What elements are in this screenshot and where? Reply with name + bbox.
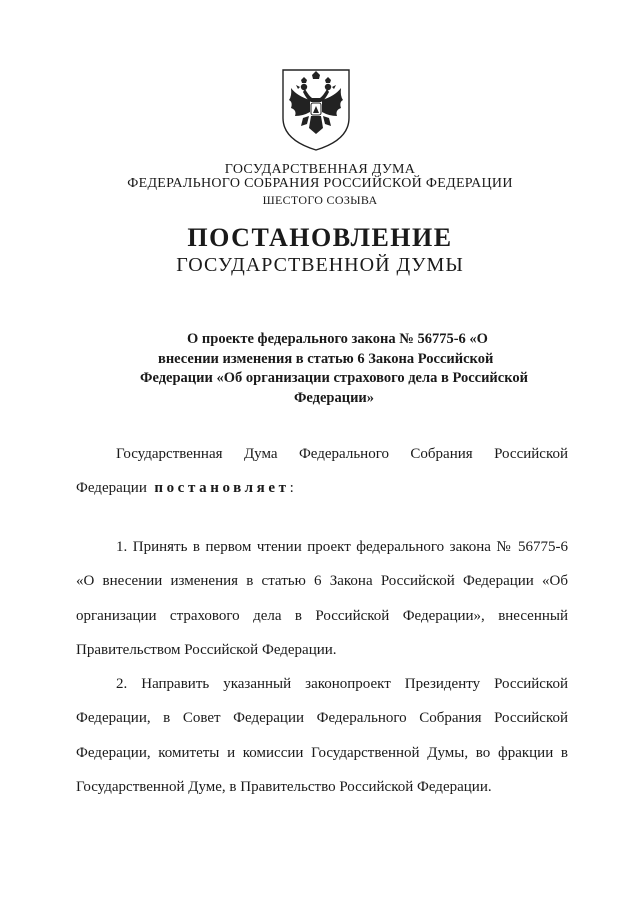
preamble-word: Собрания: [410, 446, 473, 462]
preamble-line: [76, 471, 568, 505]
preamble-word: Российской: [494, 446, 569, 462]
subject-line: О проекте федерального закона № 56775-6 «О: [187, 331, 488, 347]
document-subject: [140, 330, 528, 408]
preamble-line: [76, 437, 568, 471]
item-line: Федерации, в Совет Федерации Федерального Собрания Российской: [76, 710, 568, 727]
preamble-word: Федерального: [298, 446, 389, 462]
preamble-paragraph: [76, 437, 568, 506]
preamble-line-start: Федерации: [76, 480, 147, 497]
subject-line: Федерации «Об организации страхового дела в Российской: [140, 370, 528, 386]
item-line: Федерации, комитеты и комиссии Государственной Думы, во фракции в: [76, 744, 568, 761]
resolution-item: [76, 530, 568, 667]
item-line: Правительством Российской Федерации.: [76, 641, 337, 658]
document-issuer: ГОСУДАРСТВЕННОЙ ДУМЫ: [176, 254, 464, 276]
item-line: «О внесении изменения в статью 6 Закона Российской Федерации «Об: [76, 573, 568, 590]
preamble-word: Дума: [243, 446, 278, 462]
item-line: 1. Принять в первом чтении проект федерального закона № 56775-6: [116, 539, 568, 555]
item-line: 2. Направить указанный законопроект Президенту Российской: [116, 676, 568, 692]
decree-colon: :: [289, 480, 294, 497]
document-type-title: ПОСТАНОВЛЕНИЕ: [187, 223, 453, 252]
decree-word: постановляет: [154, 480, 290, 497]
resolution-item: [76, 667, 568, 804]
item-line: организации страхового дела в Российской Федерации», внесенный: [76, 607, 568, 624]
subject-line: Федерации»: [293, 389, 375, 406]
russian-double-headed-eagle-coat-of-arms-icon: [279, 66, 353, 152]
organization-name: ГОСУДАРСТВЕННАЯ ДУМА: [224, 162, 416, 177]
subject-line: внесении изменения в статью 6 Закона Российской: [158, 350, 494, 367]
organization-name-full: ФЕДЕРАЛЬНОГО СОБРАНИЯ РОССИЙСКОЙ ФЕДЕРАЦИИ: [127, 176, 513, 191]
convocation: ШЕСТОГО СОЗЫВА: [262, 193, 378, 207]
preamble-word: Государственная: [116, 446, 223, 462]
item-line: Государственной Думе, в Правительство Российской Федерации.: [76, 778, 492, 795]
